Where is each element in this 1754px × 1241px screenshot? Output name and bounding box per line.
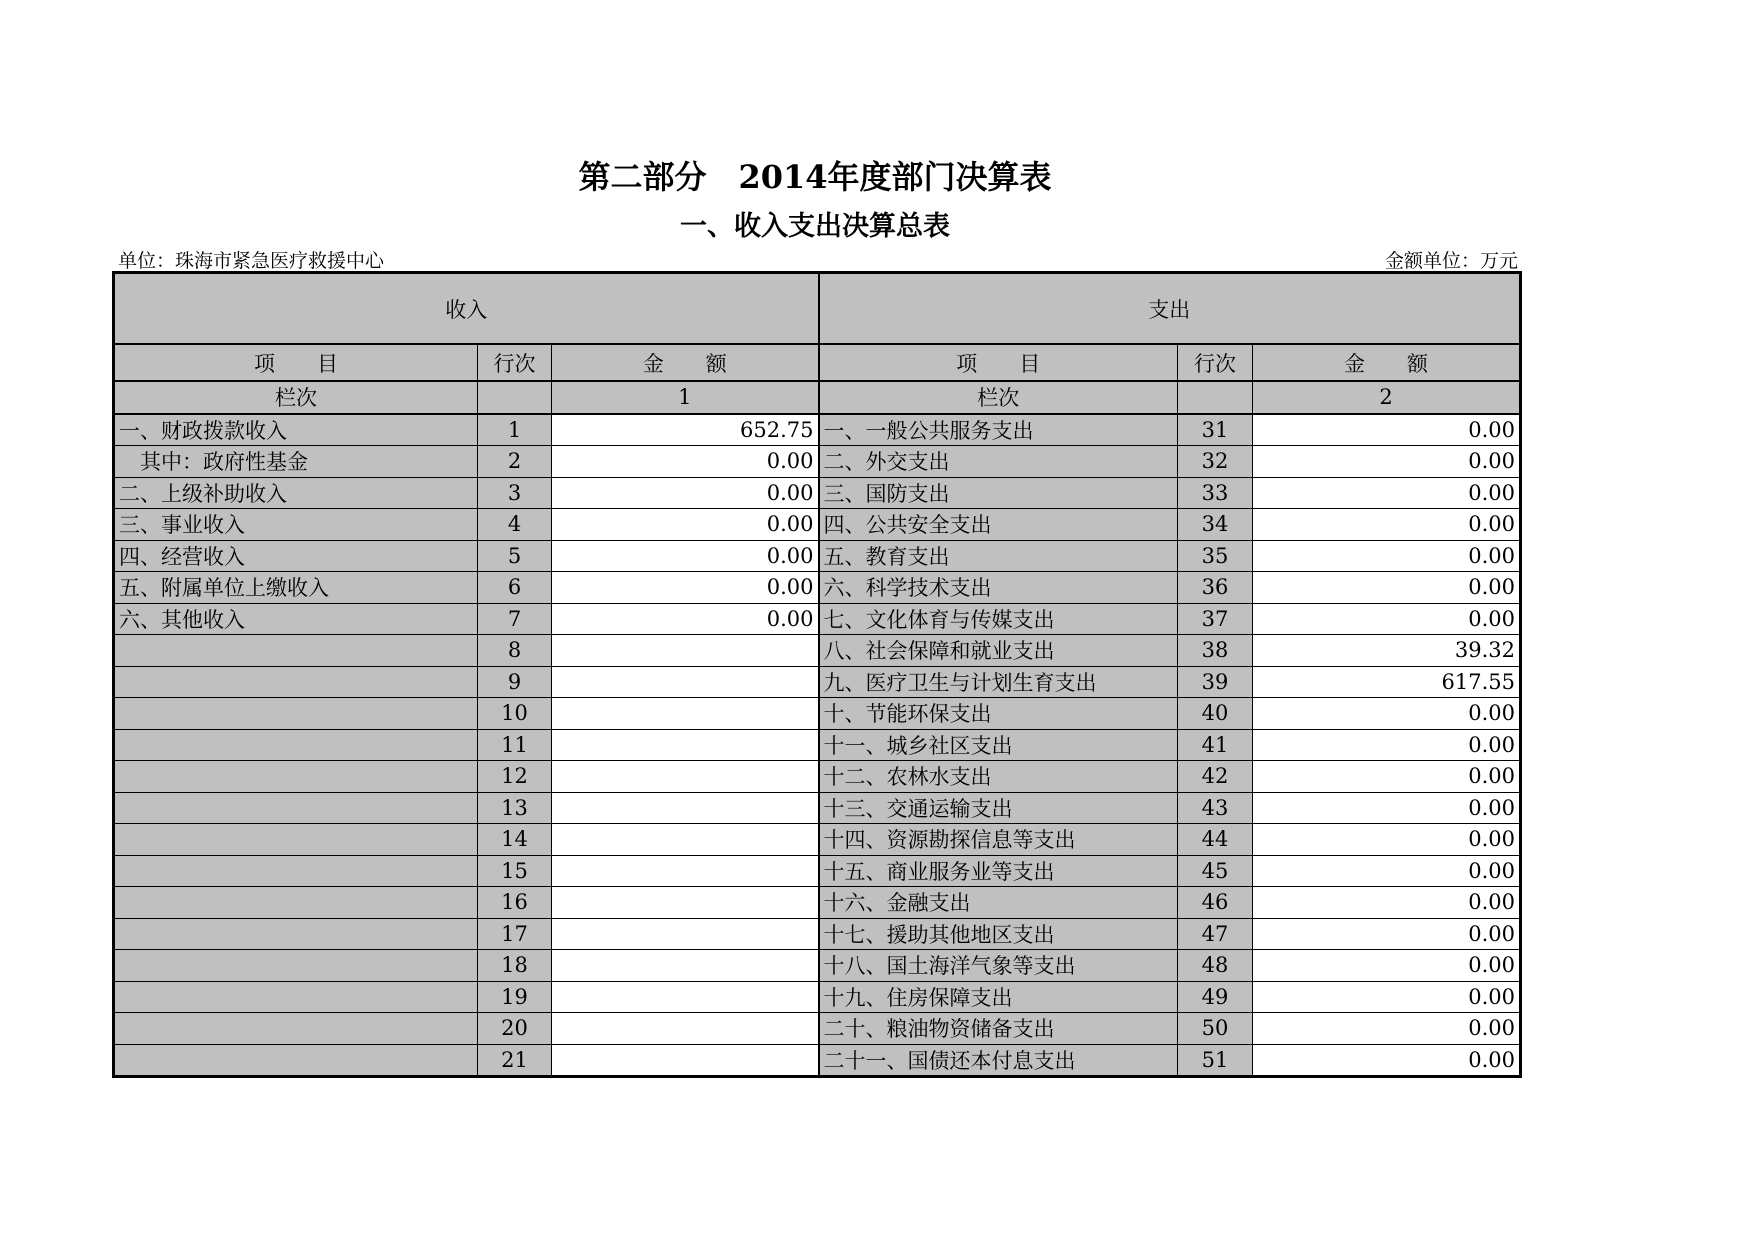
income-amount: 0.00: [552, 509, 819, 541]
income-amount: 0.00: [552, 540, 819, 572]
income-item: [114, 729, 478, 761]
expense-item: 二十一、国债还本付息支出: [819, 1044, 1178, 1077]
table-row: [114, 887, 1521, 919]
expense-amount: 0.00: [1253, 792, 1521, 824]
unit-label: 单位：珠海市紧急医疗救援中心: [118, 250, 385, 272]
income-item: [114, 761, 478, 793]
table-row: [114, 761, 1521, 793]
income-amount: [552, 950, 819, 982]
income-amount: [552, 792, 819, 824]
expense-amount: 39.32: [1253, 635, 1521, 667]
income-amount: [552, 981, 819, 1013]
income-amount: [552, 918, 819, 950]
expense-line: 44: [1178, 824, 1253, 856]
expense-line: 51: [1178, 1044, 1253, 1077]
expense-line: 36: [1178, 572, 1253, 604]
expense-line: 50: [1178, 1013, 1253, 1045]
income-item: 二、上级补助收入: [114, 477, 478, 509]
expense-item: 六、科学技术支出: [819, 572, 1178, 604]
income-amount: [552, 635, 819, 667]
expense-item: 八、社会保障和就业支出: [819, 635, 1178, 667]
income-item: [114, 635, 478, 667]
expense-item: 十、节能环保支出: [819, 698, 1178, 730]
expense-item: 十三、交通运输支出: [819, 792, 1178, 824]
income-amount: [552, 855, 819, 887]
expense-amount: 0.00: [1253, 761, 1521, 793]
empty-cell: [478, 381, 552, 414]
income-amount: [552, 1013, 819, 1045]
income-amount: [552, 698, 819, 730]
income-amount: [552, 729, 819, 761]
income-item: [114, 918, 478, 950]
table-row: [114, 509, 1521, 541]
income-line: 7: [478, 603, 552, 635]
expense-item: 二、外交支出: [819, 446, 1178, 478]
income-line: 5: [478, 540, 552, 572]
income-line: 18: [478, 950, 552, 982]
income-item: [114, 792, 478, 824]
income-item: [114, 1013, 478, 1045]
income-amount-header: 金 额: [552, 344, 819, 381]
income-line: 17: [478, 918, 552, 950]
income-item: [114, 1044, 478, 1077]
amount-unit-label: 金额单位：万元: [1384, 250, 1518, 272]
expense-item: 九、医疗卫生与计划生育支出: [819, 666, 1178, 698]
table-row: [114, 1013, 1521, 1045]
table-row: [114, 792, 1521, 824]
expense-line: 41: [1178, 729, 1253, 761]
expense-header: 支出: [819, 273, 1521, 345]
income-line: 14: [478, 824, 552, 856]
income-line: 2: [478, 446, 552, 478]
expense-line: 37: [1178, 603, 1253, 635]
table-row: [114, 635, 1521, 667]
income-line: 8: [478, 635, 552, 667]
expense-amount: 0.00: [1253, 603, 1521, 635]
income-header: 收入: [114, 273, 819, 345]
expense-line: 42: [1178, 761, 1253, 793]
expense-line: 40: [1178, 698, 1253, 730]
expense-amount: 0.00: [1253, 446, 1521, 478]
income-item: 四、经营收入: [114, 540, 478, 572]
income-item: 一、财政拨款收入: [114, 414, 478, 446]
table-row: [114, 446, 1521, 478]
expense-item: 三、国防支出: [819, 477, 1178, 509]
income-item: [114, 950, 478, 982]
income-amount: 0.00: [552, 477, 819, 509]
expense-line-header: 行次: [1178, 344, 1253, 381]
expense-item: 七、文化体育与传媒支出: [819, 603, 1178, 635]
expense-amount-header: 金 额: [1253, 344, 1521, 381]
expense-amount: 0.00: [1253, 824, 1521, 856]
expense-line: 39: [1178, 666, 1253, 698]
expense-line: 45: [1178, 855, 1253, 887]
table-row: [114, 477, 1521, 509]
income-col-label: 栏次: [114, 381, 478, 414]
expense-amount: 617.55: [1253, 666, 1521, 698]
income-line: 6: [478, 572, 552, 604]
expense-amount: 0.00: [1253, 698, 1521, 730]
expense-line: 38: [1178, 635, 1253, 667]
expense-line: 33: [1178, 477, 1253, 509]
expense-amount: 0.00: [1253, 950, 1521, 982]
income-item: [114, 887, 478, 919]
income-amount: [552, 666, 819, 698]
expense-item: 十二、农林水支出: [819, 761, 1178, 793]
income-line: 15: [478, 855, 552, 887]
expense-line: 49: [1178, 981, 1253, 1013]
expense-line: 35: [1178, 540, 1253, 572]
income-item: [114, 824, 478, 856]
expense-amount: 0.00: [1253, 1044, 1521, 1077]
table-row: [114, 855, 1521, 887]
expense-line: 43: [1178, 792, 1253, 824]
expense-amount: 0.00: [1253, 414, 1521, 446]
expense-item: 十九、住房保障支出: [819, 981, 1178, 1013]
expense-item: 十七、援助其他地区支出: [819, 918, 1178, 950]
expense-amount: 0.00: [1253, 572, 1521, 604]
expense-item: 十八、国土海洋气象等支出: [819, 950, 1178, 982]
income-item: [114, 855, 478, 887]
income-amount: [552, 1044, 819, 1077]
table-row: [114, 918, 1521, 950]
page-title: 第二部分 2014年度部门决算表: [578, 158, 1052, 196]
table-row: [114, 572, 1521, 604]
income-line: 20: [478, 1013, 552, 1045]
income-amount: 0.00: [552, 572, 819, 604]
income-line: 13: [478, 792, 552, 824]
expense-col-label: 栏次: [819, 381, 1178, 414]
expense-item: 二十、粮油物资储备支出: [819, 1013, 1178, 1045]
income-line: 10: [478, 698, 552, 730]
table-row: [114, 824, 1521, 856]
expense-line: 32: [1178, 446, 1253, 478]
income-item: 其中：政府性基金: [114, 446, 478, 478]
table-row: [114, 414, 1521, 446]
expense-line: 31: [1178, 414, 1253, 446]
income-line: 1: [478, 414, 552, 446]
income-line: 19: [478, 981, 552, 1013]
income-amount: 652.75: [552, 414, 819, 446]
table-row: [114, 950, 1521, 982]
income-item: 六、其他收入: [114, 603, 478, 635]
income-line: 11: [478, 729, 552, 761]
table-row: [114, 981, 1521, 1013]
expense-line: 48: [1178, 950, 1253, 982]
income-item: [114, 981, 478, 1013]
expense-item: 十五、商业服务业等支出: [819, 855, 1178, 887]
page-subtitle: 一、收入支出决算总表: [680, 211, 950, 242]
table-row: [114, 1044, 1521, 1077]
income-col-number: 1: [552, 381, 819, 414]
empty-cell: [1178, 381, 1253, 414]
expense-item: 四、公共安全支出: [819, 509, 1178, 541]
income-amount: 0.00: [552, 603, 819, 635]
income-amount: [552, 824, 819, 856]
income-item: 三、事业收入: [114, 509, 478, 541]
table-row: [114, 698, 1521, 730]
income-amount: [552, 761, 819, 793]
expense-item: 五、教育支出: [819, 540, 1178, 572]
expense-amount: 0.00: [1253, 729, 1521, 761]
expense-amount: 0.00: [1253, 887, 1521, 919]
expense-item: 十六、金融支出: [819, 887, 1178, 919]
income-line: 3: [478, 477, 552, 509]
expense-amount: 0.00: [1253, 981, 1521, 1013]
income-item: [114, 666, 478, 698]
table-row: [114, 729, 1521, 761]
expense-amount: 0.00: [1253, 1013, 1521, 1045]
income-amount: [552, 887, 819, 919]
table-row: [114, 603, 1521, 635]
expense-amount: 0.00: [1253, 540, 1521, 572]
expense-amount: 0.00: [1253, 509, 1521, 541]
expense-line: 34: [1178, 509, 1253, 541]
income-line: 21: [478, 1044, 552, 1077]
table-row: [114, 540, 1521, 572]
income-line: 4: [478, 509, 552, 541]
expense-col-number: 2: [1253, 381, 1521, 414]
expense-line: 47: [1178, 918, 1253, 950]
income-item: 五、附属单位上缴收入: [114, 572, 478, 604]
income-line: 9: [478, 666, 552, 698]
expense-item-header: 项 目: [819, 344, 1178, 381]
income-line: 16: [478, 887, 552, 919]
expense-amount: 0.00: [1253, 918, 1521, 950]
income-item: [114, 698, 478, 730]
expense-item: 一、一般公共服务支出: [819, 414, 1178, 446]
income-amount: 0.00: [552, 446, 819, 478]
expense-amount: 0.00: [1253, 855, 1521, 887]
income-item-header: 项 目: [114, 344, 478, 381]
table-row: [114, 666, 1521, 698]
income-expense-table: [112, 271, 1522, 1078]
income-line-header: 行次: [478, 344, 552, 381]
expense-amount: 0.00: [1253, 477, 1521, 509]
expense-item: 十四、资源勘探信息等支出: [819, 824, 1178, 856]
expense-line: 46: [1178, 887, 1253, 919]
expense-item: 十一、城乡社区支出: [819, 729, 1178, 761]
income-line: 12: [478, 761, 552, 793]
